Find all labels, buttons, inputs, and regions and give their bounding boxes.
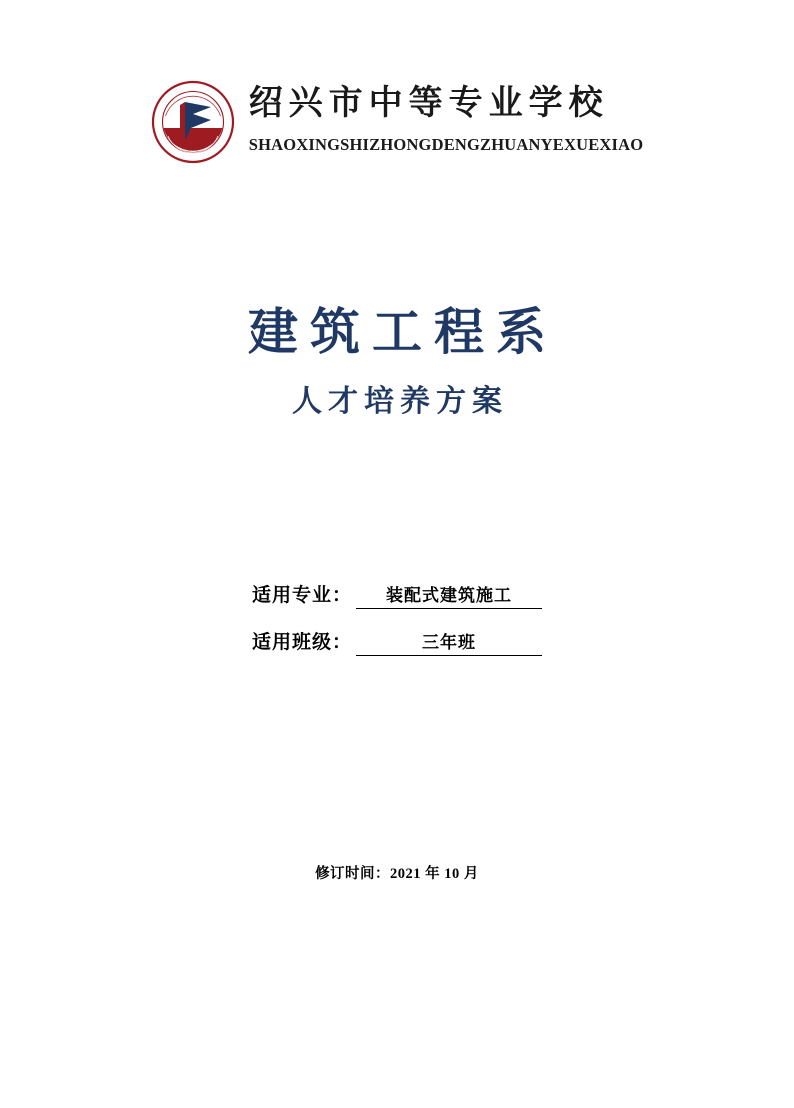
school-name-cn: 绍兴市中等专业学校 <box>248 85 609 122</box>
page-subtitle: 人才培养方案 <box>292 385 508 418</box>
field-label-class: 适用班级： <box>252 632 353 653</box>
field-value-class: 三年班 <box>356 628 542 656</box>
field-value-major: 装配式建筑施工 <box>356 581 542 609</box>
field-row-class <box>252 627 542 656</box>
revision-date: 修订时间：2021 年 10 月 <box>315 866 479 882</box>
field-row-major <box>252 580 542 609</box>
header-inner <box>151 78 644 164</box>
school-name-pinyin: SHAOXINGSHIZHONGDENGZHUANYEXUEXIAO <box>248 134 644 154</box>
school-name-block <box>249 78 644 155</box>
field-label-major: 适用专业： <box>252 585 353 606</box>
page-title: 建筑工程系 <box>248 304 558 360</box>
document-header <box>0 78 794 164</box>
school-crest-icon <box>151 80 235 164</box>
field-list <box>0 580 794 656</box>
